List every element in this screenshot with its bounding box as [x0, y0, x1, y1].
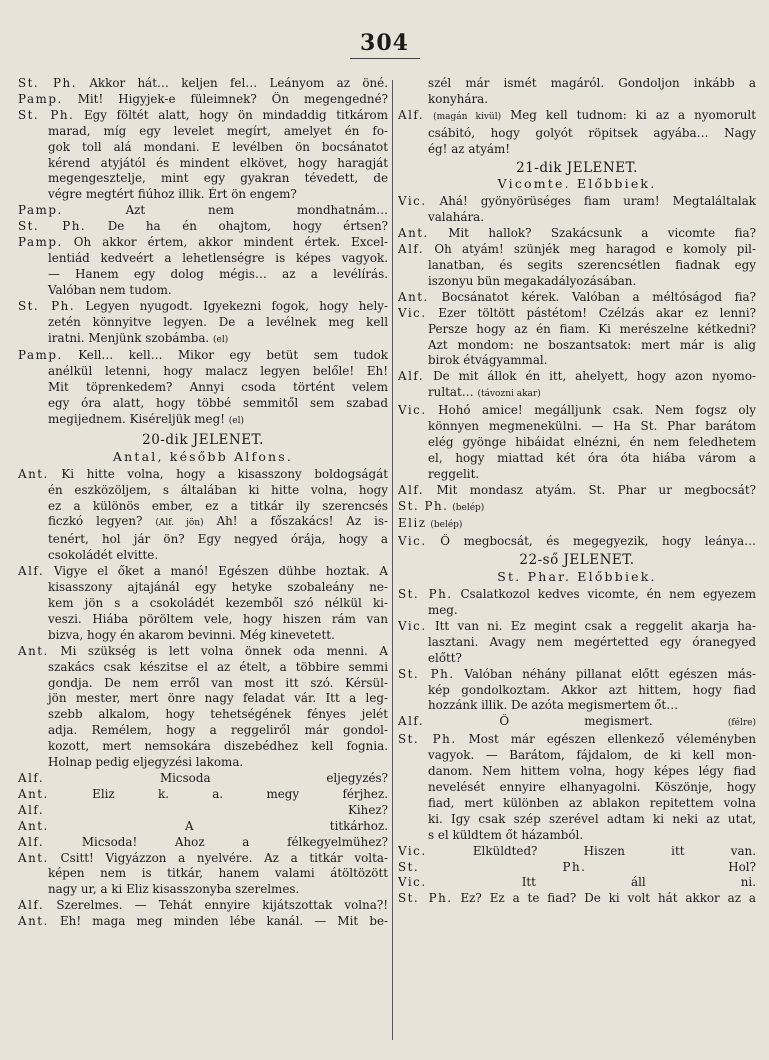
speaker-name: Ant.: [18, 786, 49, 801]
column-divider: [392, 80, 393, 1040]
text-line: [18, 898, 388, 914]
line-text: jön mester, mert önre nagy feladat vár. Itt a leg-: [48, 691, 388, 706]
line-text: kép gondolkoztam. Akkor azt hittem, hogy fiad: [428, 682, 756, 697]
speaker-name: Vic.: [398, 843, 427, 858]
text-line: [18, 835, 388, 851]
speaker-name: Eliz: [398, 516, 427, 531]
line-text: nevelését ennyire elhanyagolni. Köszönje, hogy: [428, 779, 756, 794]
text-line: [398, 603, 756, 619]
line-text: kisasszony ajtajánál egy hetyke szobaleány ne-: [48, 580, 388, 595]
text-line: [398, 76, 756, 92]
text-line: [398, 860, 756, 876]
line-text: rultat…: [428, 385, 474, 400]
text-line: [398, 306, 756, 322]
line-text: Azt mondom: ne boszantsatok: mert már is alig: [428, 337, 756, 352]
text-line: [18, 612, 388, 628]
stage-direction: (félre): [727, 718, 756, 729]
text-line: [18, 108, 388, 124]
line-text: konyhára.: [428, 91, 489, 106]
line-text: könnyen megmenekülni. — Ha St. Phar barátom: [428, 419, 756, 434]
text-line: [398, 764, 756, 780]
line-text: szebb alkalom, hogy tehetségének fényes jelét: [48, 707, 388, 722]
scene-cast: Vicomte. Előbbiek.: [497, 176, 657, 192]
speaker-name: Pamp.: [18, 348, 63, 363]
text-line: [18, 299, 388, 315]
text-line: [18, 739, 388, 755]
text-line: [398, 142, 756, 158]
text-line: [398, 534, 756, 550]
speaker-name: Alf.: [398, 107, 425, 122]
speaker-name: Alf.: [18, 564, 45, 579]
line-text: képen nem is titkár, hanem valami átöltözött: [48, 866, 388, 881]
page-number: 304: [360, 30, 409, 56]
text-line: [18, 483, 388, 499]
line-text: megijednem. Kiséreljük meg!: [48, 412, 225, 427]
scene-heading: 20-dik JELENET.: [142, 431, 264, 448]
line-text: danom. Nem hittem volna, hogy képes légy fiad: [428, 764, 756, 779]
stage-direction: (Alf. jön): [155, 518, 204, 529]
speaker-name: Ant.: [18, 466, 49, 481]
page-number-rule: [350, 58, 420, 59]
line-text: marad, míg egy levelet megírt, amelyet én fo-: [48, 123, 388, 138]
text-line: [398, 290, 756, 306]
text-line: [18, 548, 388, 564]
text-line: [398, 242, 756, 258]
stage-direction: (belép): [452, 502, 485, 513]
text-line: [18, 380, 388, 396]
speaker-name: St. Ph.: [18, 219, 87, 234]
text-line: [18, 76, 388, 92]
text-line: [398, 353, 756, 369]
text-line: [398, 587, 756, 603]
text-line: [18, 691, 388, 707]
text-line: [398, 667, 756, 683]
line-text: Itt van ni. Ez megint csak a reggelit akarja ha-: [434, 618, 756, 633]
line-text: meg.: [428, 603, 458, 617]
line-text: Oh akkor értem, akkor mindent értek. Excel-: [73, 235, 388, 250]
text-line: [398, 714, 756, 732]
text-line: [398, 274, 756, 290]
text-line: [18, 580, 388, 596]
text-line: [18, 514, 388, 532]
text-line: [398, 812, 756, 828]
line-text: Ezer töltött pástétom! Czélzás akar ez lenni?: [438, 305, 756, 320]
text-line: [398, 875, 756, 891]
text-line: [398, 258, 756, 274]
text-line: [398, 322, 756, 338]
line-text: zetén könnyitve legyen. De a levélnek meg kell: [48, 314, 388, 329]
speaker-name: St. Ph.: [398, 859, 587, 874]
line-text: Ő megbocsát, és megegyezik, hogy leánya…: [440, 534, 756, 549]
line-text: csábitó, hogy golyót röpitsek agyába… Nagy: [428, 125, 756, 140]
line-text: A titkárhoz.: [185, 818, 388, 833]
text-line: [398, 698, 756, 714]
text-line: [18, 564, 388, 580]
line-text: lasztani. Avagy nem megértetted egy óranegyed: [428, 634, 756, 649]
stage-direction: (belép): [430, 520, 463, 531]
text-line: [18, 251, 388, 267]
line-text: szél már ismét magáról. Gondoljon inkább a: [428, 76, 756, 90]
speaker-name: Alf.: [18, 898, 45, 913]
line-text: gok toll alá mondani. E levélben ön bocsánatot: [48, 139, 388, 154]
line-text: Vigye el őket a manó! Egészen dühbe hoztak. A: [53, 564, 388, 579]
line-text: Azt nem mondhatnám…: [125, 203, 388, 218]
speaker-name: Ant.: [18, 643, 49, 658]
text-line: [18, 660, 388, 676]
text-line: [398, 483, 756, 499]
line-text: megengesztelje, mint egy gyakran tévedett, de: [48, 171, 388, 186]
line-text: birok étvágyammal.: [428, 353, 548, 368]
speaker-name: Alf.: [398, 482, 425, 497]
speaker-name: Vic.: [398, 403, 427, 418]
line-text: Kell… kell… Mikor egy betüt sem tudok: [78, 348, 388, 363]
line-text: Csalatkozol kedves vicomte, én nem egyezem: [460, 587, 756, 602]
text-line: [18, 92, 388, 108]
text-line: [398, 338, 756, 354]
line-text: s el küldtem őt házamból.: [428, 827, 584, 842]
line-text: Ő megismert.: [499, 714, 653, 729]
text-line: [18, 819, 388, 835]
line-text: Oh atyám! szünjék meg haragod e komoly pil-: [434, 242, 756, 257]
line-text: Csitt! Vigyázzon a nyelvére. Az a titkár volta-: [60, 850, 388, 865]
line-text: Most már egészen ellenkező véleményben: [468, 732, 756, 747]
text-line: [18, 467, 388, 483]
line-text: kérend atyjától és mindent elkövet, hogy haragját: [48, 155, 388, 170]
text-line: [398, 210, 756, 226]
line-text: Valóban nem tudom.: [48, 282, 172, 297]
line-text: kozott, mert nemsokára diszebédhez kell fognia.: [48, 739, 388, 754]
line-text: tenért, hol jár ön? Egy negyed órája, hogy a: [48, 532, 388, 547]
line-text: végre megtért fiúhoz illik. Ért ön engem?: [48, 187, 297, 202]
line-text: ficzkó legyen?: [48, 514, 143, 529]
line-text: Egy föltét alatt, hogy ön mindaddig titkárom: [83, 107, 388, 122]
text-line: [18, 596, 388, 612]
text-line: [18, 866, 388, 882]
speaker-name: Pamp.: [18, 91, 63, 106]
speaker-name: St. Ph.: [398, 732, 457, 747]
text-line: [398, 369, 756, 385]
scene-cast: St. Phar. Előbbiek.: [497, 569, 657, 585]
line-text: Hohó amice! megálljunk csak. Nem fogsz oly: [438, 403, 756, 418]
line-text: Itt áll ni.: [521, 875, 756, 890]
text-line: [398, 226, 756, 242]
scene-heading: 21-dik JELENET.: [516, 159, 638, 176]
line-text: Mit mondasz atyám. St. Phar ur megbocsát?: [436, 482, 756, 497]
line-text: Valóban néhány pillanat előtt egészen más-: [464, 666, 756, 681]
text-line: [398, 499, 756, 517]
line-text: előtt?: [428, 650, 462, 665]
speaker-name: Alf.: [398, 242, 425, 257]
line-text: egy óra alatt, hogy többé semmitől sem szabad: [48, 396, 388, 411]
line-text: Legyen nyugodt. Igyekezni fogok, hogy hely-: [85, 298, 388, 313]
line-text: Ki hitte volna, hogy a kisasszony boldogságát: [61, 466, 388, 481]
line-text: iratni. Menjünk szobámba.: [48, 330, 210, 345]
line-text: — Hanem egy dolog mégis… az a levélírás.: [48, 266, 388, 281]
text-line: [18, 348, 388, 364]
text-line: [398, 683, 756, 699]
left-column: [18, 76, 388, 1046]
right-column: [398, 76, 756, 1046]
text-line: [398, 419, 756, 435]
text-line: [398, 891, 756, 907]
line-text: De ha én ohajtom, hogy értsen?: [107, 219, 388, 234]
speaker-name: St. Ph.: [18, 107, 75, 122]
text-line: [398, 403, 756, 419]
text-line: [18, 628, 388, 644]
line-text: hozzánk illik. De azóta megismertem őt…: [428, 698, 679, 713]
stage-direction: (magán kivül): [433, 111, 502, 122]
speaker-name: St. Ph.: [398, 587, 453, 602]
text-line: [18, 283, 388, 299]
line-text: Holnap pedig eljegyzési lakoma.: [48, 755, 244, 770]
line-text: Micsoda eljegyzés?: [159, 770, 388, 785]
text-line: [398, 844, 756, 860]
line-text: bizva, hogy én akarom bevinni. Még kinevetett.: [48, 627, 335, 642]
line-text: Persze hogy az én fiam. Ki merészelne kétkedni?: [428, 321, 756, 336]
text-line: [398, 732, 756, 748]
speaker-name: Ant.: [18, 850, 49, 865]
text-line: [18, 532, 388, 548]
text-line: [398, 451, 756, 467]
line-text: elég gyönge hibáidat elnézni, én nem feledhetem: [428, 434, 756, 449]
text-line: [18, 499, 388, 515]
speaker-name: St. Ph.: [398, 498, 449, 513]
text-line: [18, 331, 388, 349]
text-line: [398, 748, 756, 764]
line-text: Meg kell tudnom: ki az a nyomorult: [510, 107, 756, 122]
stage-direction: (távozni akar): [477, 389, 541, 400]
text-line: [18, 771, 388, 787]
speaker-name: Vic.: [398, 194, 427, 209]
line-text: vagyok. — Barátom, fájdalom, de ki kell mon-: [428, 748, 756, 763]
speaker-name: Vic.: [398, 534, 427, 549]
line-text: De mit állok én itt, ahelyett, hogy azon nyomo-: [433, 369, 756, 384]
text-line: [398, 651, 756, 667]
stage-direction: (el): [228, 416, 244, 427]
line-text: Kihez?: [347, 802, 388, 817]
line-text: Eliz k. a. megy férjhez.: [92, 786, 388, 801]
text-line: [398, 194, 756, 210]
line-text: Szerelmes. — Tehát ennyire kijátszottak volna?!: [56, 898, 388, 913]
line-text: reggelit.: [428, 466, 480, 481]
line-text: Akkor hát… keljen fel… Leányom az öné.: [89, 76, 388, 90]
speaker-name: Ant.: [398, 289, 429, 304]
text-line: [398, 126, 756, 142]
line-text: kem jön s a csokoládét kezemből szó nélkül ki-: [48, 596, 388, 610]
speaker-name: St. Ph.: [398, 891, 453, 906]
text-line: [18, 396, 388, 412]
line-text: nagy ur, a ki Eliz kisasszonyba szerelmes.: [48, 882, 300, 897]
line-text: iszonyu bün megakadályozásában.: [428, 273, 637, 288]
line-text: veszi. Hiába pöröltem vele, hogy hiszen rám van: [48, 611, 388, 626]
text-line: [398, 92, 756, 108]
text-line: [18, 803, 388, 819]
line-text: ez a különös ember, ez a titkár ily szerencsés: [48, 498, 388, 513]
text-line: [18, 156, 388, 172]
stage-direction: (el): [213, 334, 229, 345]
text-line: [398, 467, 756, 483]
text-line: [18, 707, 388, 723]
text-line: [18, 412, 388, 430]
speaker-name: St. Ph.: [18, 298, 76, 313]
text-line: [18, 315, 388, 331]
line-text: csokoládét elvitte.: [48, 548, 159, 563]
text-line: [398, 435, 756, 451]
line-text: Ez? Ez a te fiad? De ki volt hát akkor az a: [460, 891, 756, 906]
scene-cast: Antal, később Alfons.: [112, 448, 294, 464]
line-text: Eh! maga meg minden lébe kanál. — Mit be-: [60, 914, 388, 929]
line-text: Mit hallok? Szakácsunk a vicomte fia?: [448, 226, 756, 241]
text-line: [398, 385, 756, 403]
speaker-name: Alf.: [18, 834, 45, 849]
speaker-name: Vic.: [398, 618, 427, 633]
line-text: fiad, mert különben az ablakon repitettem volna: [428, 795, 756, 810]
text-line: [18, 914, 388, 930]
line-text: Elküldted? Hiszen itt van.: [472, 843, 756, 858]
text-line: [398, 828, 756, 844]
text-line: [18, 755, 388, 771]
text-line: [18, 171, 388, 187]
line-text: Micsoda! Ahoz a félkegyelmühez?: [81, 834, 388, 849]
line-text: szakács csak készitse el az ételt, a többire semmi: [48, 659, 388, 674]
speaker-name: Vic.: [398, 875, 427, 890]
line-text: Ahá! gyönyörüséges fiam uram! Megtaláltalak: [439, 194, 756, 209]
text-line: [18, 644, 388, 660]
line-text: ki. Igy csak szép szerével adtam ki neki az utat,: [428, 811, 756, 826]
line-text: gondja. De nem erről van most itt szó. Kérsül-: [48, 675, 388, 690]
line-text: lanatban, és segits szerencsétlen fiadnak egy: [428, 257, 756, 272]
line-text: adja. Remélem, hogy a reggeliről már gondol-: [48, 723, 388, 738]
line-text: én eszközöljem, s általában ki hitte volna, hogy: [48, 482, 388, 497]
text-line: [18, 187, 388, 203]
speaker-name: St. Ph.: [398, 666, 455, 681]
text-line: [18, 140, 388, 156]
line-text: Mi szükség is lett volna önnek oda menni. A: [60, 643, 388, 658]
line-text: Ah! a főszakács! Az is-: [216, 514, 388, 529]
speaker-name: Ant.: [398, 226, 429, 241]
text-line: [18, 676, 388, 692]
text-line: [18, 267, 388, 283]
text-line: [18, 723, 388, 739]
text-line: [18, 124, 388, 140]
text-line: [398, 780, 756, 796]
line-text: Mit töprenkedem? Annyi csoda történt velem: [48, 380, 388, 395]
line-text: ég! az atyám!: [428, 141, 511, 156]
text-line: [398, 619, 756, 635]
text-line: [18, 203, 388, 219]
line-text: anélkül letenni, hogy malacz legyen belőle! Eh!: [48, 364, 388, 379]
line-text: Mit! Higyjek-e füleimnek? Ön megengedné?: [77, 91, 388, 106]
line-text: el, hogy miattad két óra óta hiába várom a: [428, 450, 756, 465]
line-text: Hol?: [728, 859, 756, 874]
speaker-name: Ant.: [18, 914, 49, 929]
text-line: [18, 235, 388, 251]
speaker-name: Pamp.: [18, 203, 63, 218]
line-text: Bocsánatot kérek. Valóban a méltóságod fia?: [441, 289, 756, 304]
text-line: [398, 108, 756, 126]
speaker-name: St. Ph.: [18, 76, 77, 90]
text-line: [18, 219, 388, 235]
line-text: valahára.: [428, 210, 484, 225]
text-line: [18, 364, 388, 380]
text-line: [18, 882, 388, 898]
speaker-name: Ant.: [18, 818, 49, 833]
speaker-name: Alf.: [398, 714, 425, 729]
text-line: [18, 851, 388, 867]
text-line: [18, 787, 388, 803]
text-line: [398, 635, 756, 651]
speaker-name: Pamp.: [18, 235, 63, 250]
speaker-name: Alf.: [18, 802, 45, 817]
speaker-name: Alf.: [18, 770, 45, 785]
scene-heading: 22-ső JELENET.: [519, 552, 635, 569]
line-text: lentiád kedveért a lehetlenségre is képes vagyok.: [48, 250, 388, 265]
speaker-name: Alf.: [398, 369, 425, 384]
text-line: [398, 516, 756, 534]
text-line: [398, 796, 756, 812]
speaker-name: Vic.: [398, 305, 427, 320]
